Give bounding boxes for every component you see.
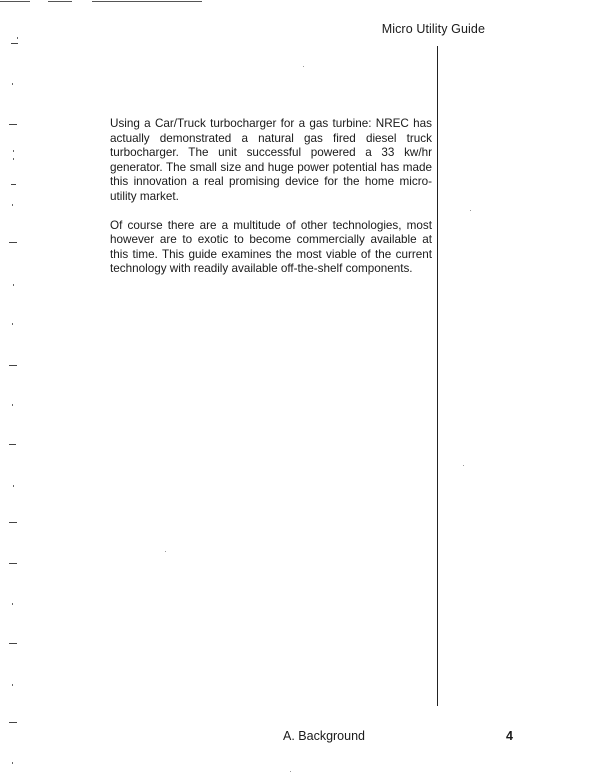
- scan-speck: [303, 66, 304, 67]
- body-paragraph: Using a Car/Truck turbocharger for a gas turbine: NREC has actually demonstrated a natural gas fired diesel truck turbocharger. The unit successful powered a 33 kw/hr generator. The small size and huge power potential has made this innovation a real promising device for the home micro-utility market.: [110, 117, 432, 203]
- scan-speck: [463, 465, 464, 466]
- scan-speck: [165, 551, 166, 552]
- margin-vertical-rule: [437, 46, 438, 706]
- footer-section-title: A. Background: [283, 729, 365, 743]
- scan-speck: [290, 771, 291, 772]
- scan-artifact-line: [48, 1, 72, 2]
- scan-artifact-line: [92, 1, 202, 2]
- page-number: 4: [506, 729, 513, 743]
- scan-speck: [470, 210, 471, 211]
- body-text: [110, 117, 432, 291]
- scan-artifact-line: [0, 1, 30, 2]
- body-paragraph: Of course there are a multitude of other technologies, most however are to exotic to become commercially available at this time. This guide examines the most viable of the current technology with readily available off-the-shelf components.: [110, 218, 432, 276]
- running-header-title: Micro Utility Guide: [381, 22, 485, 36]
